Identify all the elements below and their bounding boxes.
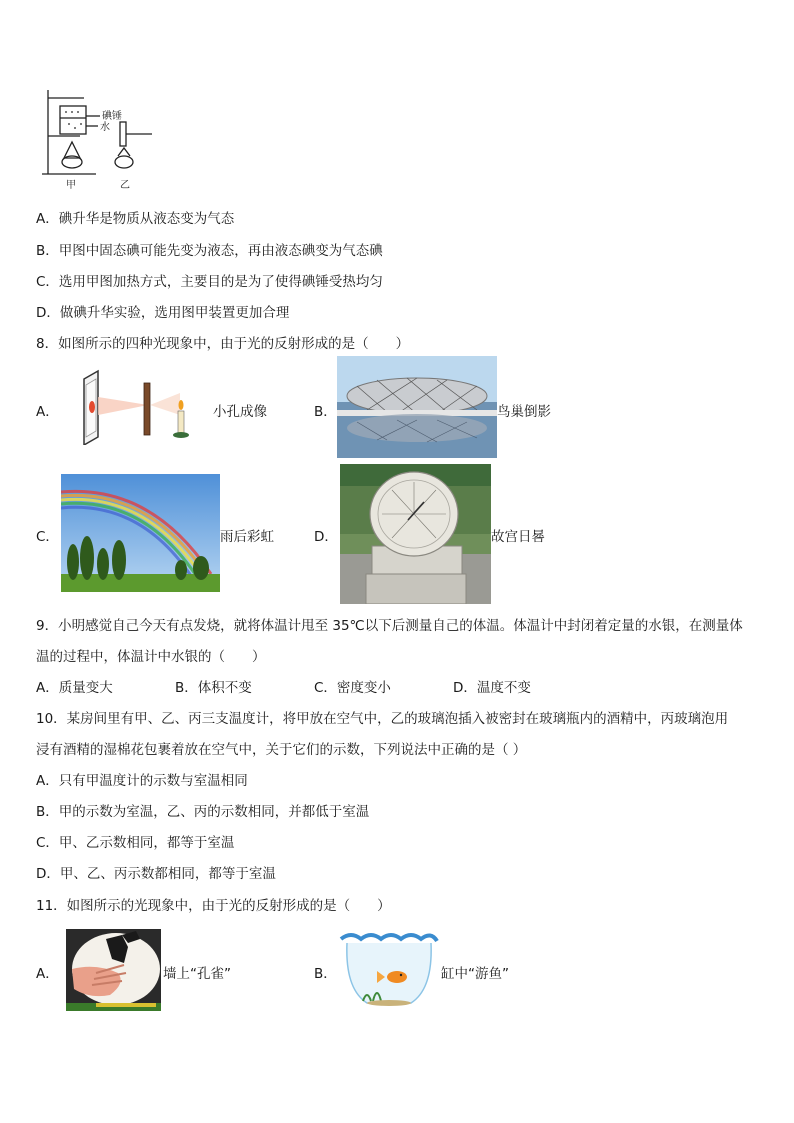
q10-option-c: C．甲、乙示数相同，都等于室温 (36, 835, 235, 851)
q8-a-letter: A． (36, 404, 59, 420)
q10-option-b: B．甲的示数为室温，乙、丙的示数相同，并都低于室温 (36, 804, 370, 820)
pinhole-image-figure (76, 365, 196, 445)
q8-d-letter: D． (314, 529, 338, 545)
q11-a-caption: 墙上“孔雀” (163, 966, 231, 982)
q7-option-d: D．做碘升华实验，选用图甲装置更加合理 (36, 305, 290, 321)
q9-option-a: A．质量变大 (36, 680, 113, 696)
q8-stem: 8．如图所示的四种光现象中，由于光的反射形成的是（ ） (36, 336, 410, 352)
q10-option-a: A．只有甲温度计的示数与室温相同 (36, 773, 248, 789)
q10-option-d: D．甲、乙、丙示数都相同，都等于室温 (36, 866, 276, 882)
label-iodine-hammer: 碘锤 (102, 111, 122, 122)
q9-stem-line1: 9．小明感觉自己今天有点发烧，就将体温计甩至 35℃以下后测量自己的体温。体温计中封闭着定量的水银，在测量体 (36, 618, 743, 634)
q8-b-letter: B． (314, 404, 337, 420)
q11-b-caption: 缸中“游鱼” (441, 966, 509, 982)
sundial-figure (340, 464, 491, 604)
q8-c-caption: 雨后彩虹 (220, 529, 274, 545)
q8-b-caption: 鸟巢倒影 (497, 404, 551, 420)
q10-stem-line1: 10．某房间里有甲、乙、丙三支温度计，将甲放在空气中，乙的玻璃泡插入被密封在玻璃瓶内的酒精中，丙玻璃泡用 (36, 711, 729, 727)
label-yi: 乙 (120, 180, 130, 191)
rainbow-figure (61, 474, 220, 592)
label-jia: 甲 (66, 180, 76, 191)
q10-stem-line2: 浸有酒精的湿棉花包裹着放在空气中，关于它们的示数，下列说法中正确的是（ ） (36, 742, 527, 758)
iodine-apparatus-figure (40, 88, 160, 192)
q9-option-b: B．体积不变 (175, 680, 252, 696)
q9-stem-line2: 温的过程中，体温计中水银的（ ） (36, 649, 266, 665)
hand-shadow-peacock-figure (66, 929, 161, 1011)
q8-a-caption: 小孔成像 (213, 404, 267, 420)
q9-option-d: D．温度不变 (453, 680, 531, 696)
q8-c-letter: C． (36, 529, 59, 545)
label-water: 水 (100, 122, 110, 133)
q8-d-caption: 故宫日晷 (491, 529, 545, 545)
q7-option-c: C．选用甲图加热方式，主要目的是为了使得碘锤受热均匀 (36, 274, 383, 290)
q11-b-letter: B． (314, 966, 337, 982)
q7-option-b: B．甲图中固态碘可能先变为液态，再由液态碘变为气态碘 (36, 243, 383, 259)
birds-nest-reflection-figure (337, 356, 497, 458)
q7-option-a: A．碘升华是物质从液态变为气态 (36, 211, 235, 227)
fish-bowl-figure (337, 929, 440, 1011)
q9-option-c: C．密度变小 (314, 680, 391, 696)
q11-a-letter: A． (36, 966, 59, 982)
q11-stem: 11．如图所示的光现象中，由于光的反射形成的是（ ） (36, 898, 391, 914)
